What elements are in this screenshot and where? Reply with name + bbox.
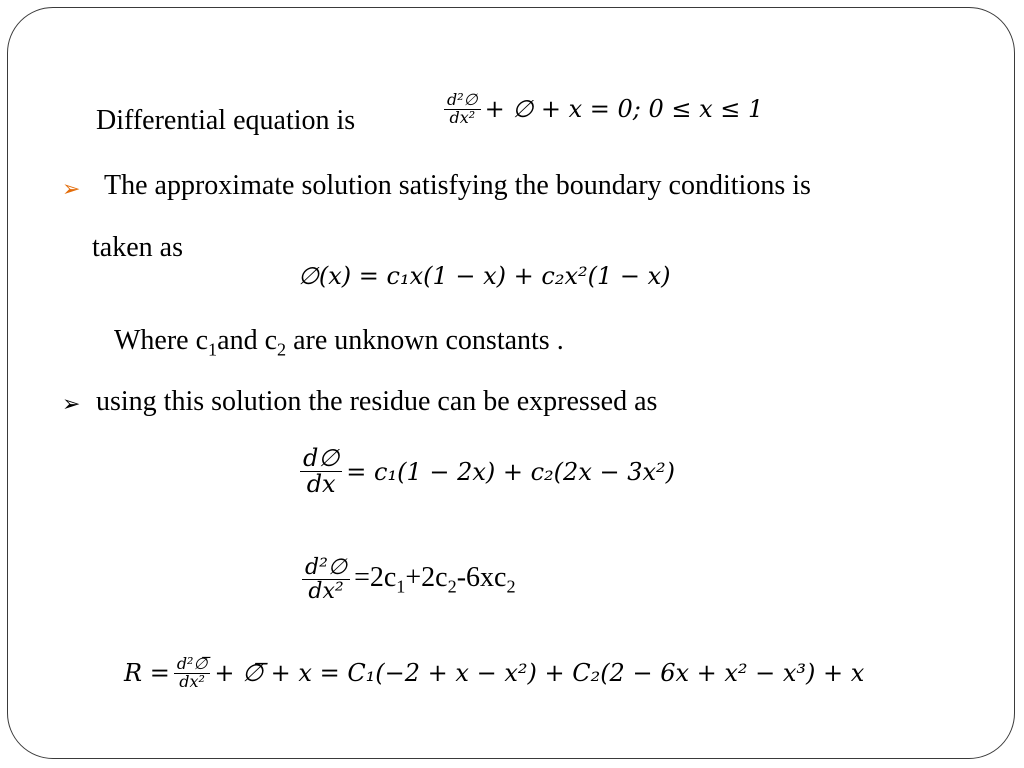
fraction-denominator: dx bbox=[306, 470, 336, 499]
fraction-denominator: dx² bbox=[308, 579, 344, 605]
subscript: 2 bbox=[447, 576, 457, 597]
taken-as-text: taken as bbox=[92, 232, 183, 263]
subscript: 1 bbox=[396, 576, 406, 597]
fraction-denominator: dx² bbox=[179, 671, 205, 691]
second-derivative-fraction bbox=[302, 556, 350, 603]
fraction-numerator: d²∅̅ bbox=[174, 656, 211, 674]
equation-rest: + ∅̅ + x = C₁(−2 + x − x²) + C₂(2 − 6x + x² − x³) + x bbox=[214, 659, 865, 688]
residue-intro-text: using this solution the residue can be expressed as bbox=[96, 386, 658, 417]
where-text-post: are unknown constants . bbox=[286, 325, 564, 356]
first-derivative-fraction bbox=[300, 446, 342, 497]
fraction-numerator: d²∅ bbox=[302, 556, 350, 580]
fraction-numerator: d∅ bbox=[300, 446, 342, 472]
result-part: -6xc bbox=[456, 561, 507, 593]
residue-equation bbox=[124, 656, 864, 691]
residue-lhs: R = bbox=[124, 659, 170, 688]
residue-fraction bbox=[174, 656, 211, 691]
second-derivative-fraction bbox=[444, 92, 481, 127]
second-derivative-equation bbox=[298, 556, 516, 603]
result-part: +2c bbox=[405, 561, 448, 593]
subscript-one: 1 bbox=[208, 339, 218, 360]
where-text-mid: and c bbox=[217, 325, 277, 356]
subscript-two: 2 bbox=[277, 339, 287, 360]
equation-rest: + ∅ + x = 0; 0 ≤ x ≤ 1 bbox=[484, 95, 764, 124]
where-constants-text bbox=[114, 325, 564, 361]
second-derivative-result bbox=[354, 562, 515, 598]
arrow-bullet-icon: ➢ bbox=[62, 176, 81, 201]
first-derivative-equation bbox=[296, 446, 675, 497]
differential-equation-label: Differential equation is bbox=[96, 105, 356, 136]
fraction-numerator: d²∅ bbox=[444, 92, 481, 110]
arrow-bullet-icon: ➢ bbox=[62, 391, 81, 416]
fraction-denominator: dx² bbox=[449, 107, 476, 127]
approximate-solution-equation: ∅(x) = c₁x(1 − x) + c₂x²(1 − x) bbox=[298, 262, 671, 290]
result-part: =2c bbox=[354, 561, 397, 593]
differential-equation bbox=[440, 92, 763, 127]
approximate-solution-text: The approximate solution satisfying the boundary conditions is bbox=[104, 170, 811, 201]
where-text-pre: Where c bbox=[114, 325, 209, 356]
equation-rest: = c₁(1 − 2x) + c₂(2x − 3x²) bbox=[346, 457, 676, 486]
subscript: 2 bbox=[506, 576, 516, 597]
